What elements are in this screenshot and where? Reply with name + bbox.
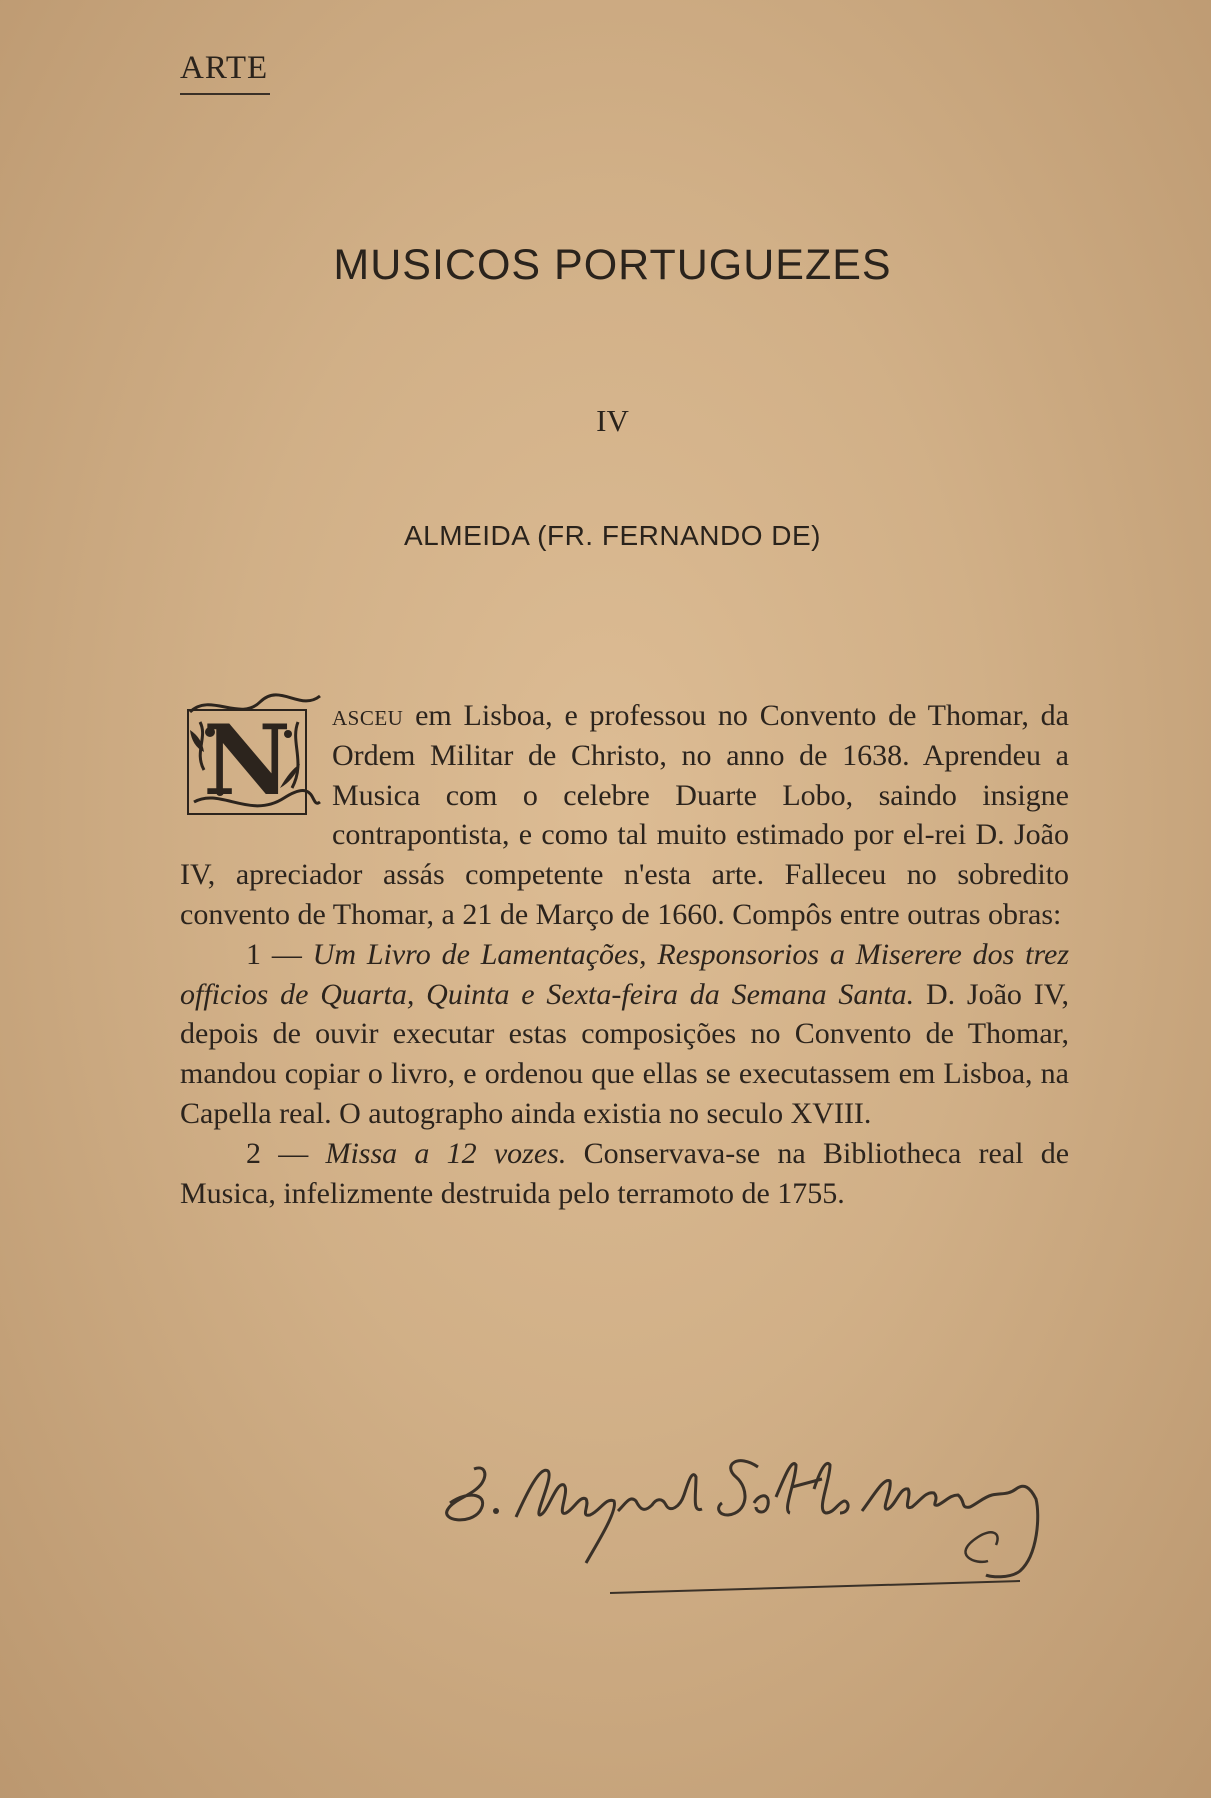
subject-heading: ALMEIDA (FR. FERNANDO DE): [404, 520, 821, 551]
dropcap-letter: N: [203, 704, 291, 817]
running-head-rule: [180, 93, 270, 95]
list-item-2-title: Missa a 12 vozes.: [325, 1136, 567, 1170]
paragraph-intro: [180, 696, 1069, 935]
chapter-number: IV: [596, 403, 629, 438]
list-item-2: [180, 1134, 1069, 1214]
list-item-2-number: 2 —: [246, 1136, 326, 1170]
article-body: [180, 696, 1069, 1213]
dropcap-ornament: [180, 692, 322, 824]
running-head: ARTE: [180, 50, 269, 86]
paragraph-intro-text: em Lisboa, e professou no Convento de Thomar, da Ordem Militar de Christo, no anno de 1638. Aprendeu a Musica com o celebre Duarte Lobo, saindo insigne contrapontista, e como tal muito estimado por el-rei D. João IV, apreciador assás competente n'esta arte. Falleceu no sobredito convento de Thomar, a 21 de Março de 1660. Compôs entre outras obras:: [180, 699, 1069, 931]
list-item-1: [180, 935, 1069, 1134]
handwritten-signature: [430, 1425, 1070, 1605]
paragraph-lead: asceu: [332, 699, 404, 732]
list-item-1-text: D. João IV, depois de ouvir executar estas composições no Convento de Thomar, mandou copiar o livro, e ordenou que ellas se executassem em Lisboa, na Capella real. O autographo ainda existia no seculo XVIII.: [180, 977, 1069, 1130]
dropcap-n-icon: [180, 692, 322, 824]
list-item-2-text: Conservava-se na Bibliotheca real de Musica, infelizmente destruida pelo terramoto de 1755.: [180, 1136, 1070, 1210]
list-item-1-title: Um Livro de Lamentações, Responsorios a Miserere dos trez officios de Quarta, Quinta e Sexta-feira da Semana Santa.: [180, 937, 1070, 1011]
article-title: MUSICOS PORTUGUEZES: [333, 241, 892, 289]
list-item-1-number: 1 —: [246, 937, 313, 971]
